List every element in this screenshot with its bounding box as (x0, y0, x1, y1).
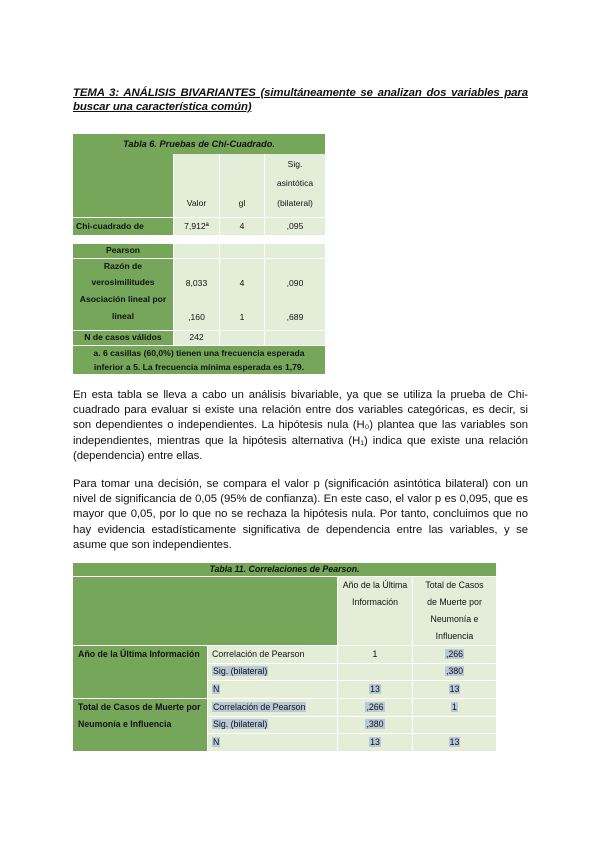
stat-n-label: N (213, 684, 220, 694)
header-col2-line1: Total de Casos (425, 580, 484, 590)
section-heading: TEMA 3: ANÁLISIS BIVARIANTES (simultáneamente se analizan dos variables para buscar una característica común) (73, 87, 528, 113)
value-cell (413, 681, 496, 698)
header-empty-cell (73, 577, 337, 645)
value-cell (338, 646, 412, 663)
r6-c1: 13 (370, 737, 380, 747)
value-cell (338, 681, 412, 698)
stat-cell (208, 681, 337, 698)
empty-cell (220, 331, 264, 345)
row-pearson-label: Pearson (106, 245, 140, 255)
header-col2-cell (413, 577, 496, 645)
row-razon-asoc-label-cell (73, 259, 173, 330)
r3-c2: 13 (449, 684, 460, 694)
row-n-label: N de casos válidos (84, 332, 162, 342)
value-cell (413, 664, 496, 680)
row-chi-gl-cell (220, 218, 264, 235)
row-n-label-cell (73, 331, 173, 345)
stat-pearson-label-2: Correlación de Pearson (213, 702, 306, 712)
paragraph-1: En esta tabla se lleva a cabo un análisis bivariable, ya que se utiliza la prueba de Chi-cuadrado para evaluar si existe una relación entre dos variables categóricas, es decir, si son dependientes o independientes. La hipótesis nula (H₀) plantea que las variables son independientes, mientras que la hipótesis alternativa (H₁) indica que existe una relación (dependencia) entre ellas. (73, 389, 528, 462)
var1-label: Año de la Última Información (78, 649, 200, 659)
header-col2-line2: de Muerte por (427, 597, 482, 607)
r4-c1: ,266 (366, 702, 384, 712)
row-asoc-valor: ,160 (188, 312, 205, 322)
r4-c2: 1 (452, 702, 457, 712)
value-cell (338, 664, 412, 680)
value-cell (413, 646, 496, 663)
header-empty-cell (73, 154, 173, 217)
r5-c1: ,380 (366, 719, 384, 729)
value-cell (338, 717, 412, 733)
row-razon-label-line2: verosimilitudes (91, 277, 155, 287)
row-chi-valor-cell (174, 218, 219, 235)
row-razon-sig: ,090 (286, 278, 304, 288)
table-title: Tabla 11. Correlaciones de Pearson. (73, 563, 496, 576)
header-gl: gl (238, 198, 246, 208)
row-n-valor: 242 (189, 332, 204, 342)
footnote-line1: a. 6 casillas (60,0%) tienen una frecuencia esperada (93, 348, 305, 358)
var2-label-cell (73, 699, 207, 751)
header-sig-line1: Sig. (287, 159, 303, 169)
header-col1-cell (338, 577, 412, 645)
stat-cell (208, 734, 337, 751)
r3-c1: 13 (370, 684, 380, 694)
r1-c1: 1 (372, 649, 378, 659)
empty-cell (265, 244, 325, 258)
var2-label-line1: Total de Casos de Muerte por (78, 702, 201, 712)
header-sig-line2: asintótica (276, 178, 314, 188)
row-razon-asoc-sig-cell (265, 259, 325, 330)
row-asoc-label-line1: Asociación lineal por (79, 294, 167, 304)
value-cell (413, 717, 496, 733)
r6-c2: 13 (449, 737, 460, 747)
header-col1-line1: Año de la Última (342, 580, 408, 590)
stat-sig-label: Sig. (bilateral) (213, 666, 268, 676)
row-razon-gl: 4 (239, 278, 245, 288)
row-pearson-label-cell (73, 244, 173, 258)
footnote-line2: inferior a 5. La frecuencia mínima esperada es 1,79. (93, 362, 305, 372)
stat-cell (208, 664, 337, 680)
stat-cell (208, 699, 337, 716)
row-razon-asoc-valor-cell (174, 259, 219, 330)
header-col2-line4: Influencia (435, 631, 474, 641)
value-cell (338, 734, 412, 751)
header-valor: Valor (186, 198, 207, 208)
r2-c2: ,380 (445, 666, 464, 676)
row-asoc-label-line2: lineal (112, 311, 134, 321)
row-n-valor-cell (174, 331, 219, 345)
var2-label-line2: Neumonía e Influencia (78, 719, 172, 729)
stat-pearson-label: Correlación de Pearson (212, 649, 305, 659)
row-chi-label: Chi-cuadrado de (76, 221, 144, 231)
table-title: Tabla 6. Pruebas de Chi-Cuadrado. (73, 134, 325, 154)
value-cell (413, 734, 496, 751)
header-sig-cell (265, 154, 325, 217)
row-razon-asoc-gl-cell (220, 259, 264, 330)
var1-label-cell (73, 646, 207, 698)
stat-sig-label-2: Sig. (bilateral) (213, 719, 268, 729)
row-chi-sig-cell (265, 218, 325, 235)
row-razon-label-line1: Razón de (103, 261, 143, 271)
stat-cell (208, 646, 337, 663)
empty-cell (220, 244, 264, 258)
value-cell (413, 699, 496, 716)
header-gl-cell (220, 154, 264, 217)
header-col2-line3: Neumonía e (430, 614, 479, 624)
row-asoc-gl: 1 (239, 312, 245, 322)
row-chi-gl: 4 (239, 221, 245, 231)
value-cell (338, 699, 412, 716)
row-asoc-sig: ,689 (286, 312, 304, 322)
header-sig-line3: (bilateral) (277, 198, 313, 208)
row-razon-valor: 8,033 (185, 278, 208, 288)
header-col1-line2: Información (352, 597, 398, 607)
empty-cell (174, 244, 219, 258)
header-valor-cell (174, 154, 219, 217)
r1-c2: ,266 (445, 649, 464, 659)
stat-cell (208, 717, 337, 733)
row-chi-sig: ,095 (286, 221, 304, 231)
stat-n-label-2: N (213, 737, 220, 747)
footnote-cell (73, 346, 325, 374)
row-chi-label-cell (73, 218, 173, 235)
empty-cell (265, 331, 325, 345)
paragraph-2: Para tomar una decisión, se compara el valor p (significación asintótica bilateral) con un nivel de significancia de 0,05 (95% de confianza). En este caso, el valor p es 0,095, que es mayor que 0,05, por lo que no se rechaza la hipótesis nula. Por tanto, concluimos que no hay evidencia estadísticamente significativa de dependencia entre las variables, y se asume que son independientes. (73, 478, 528, 551)
row-chi-valor: 7,912ª (184, 221, 209, 231)
